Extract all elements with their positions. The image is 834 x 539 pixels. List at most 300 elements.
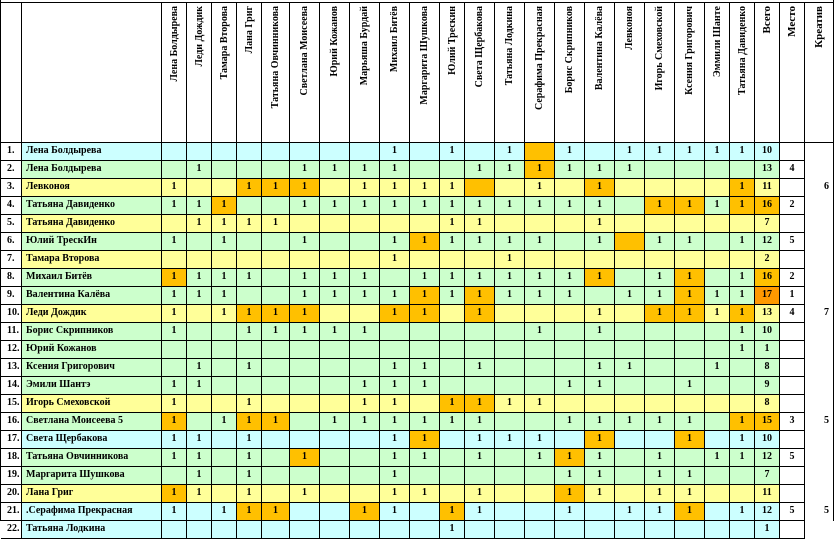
column-header: [555, 3, 585, 143]
row-index: 18.: [1, 449, 22, 467]
vote-cell: [730, 359, 755, 377]
vote-cell: [320, 395, 350, 413]
vote-cell: 1: [380, 305, 410, 323]
vote-cell: 1: [440, 215, 465, 233]
row-name: Лана Григ: [22, 485, 162, 503]
vote-cell: 1: [675, 413, 705, 431]
vote-cell: [290, 143, 320, 161]
vote-cell: [555, 215, 585, 233]
vote-cell: [290, 215, 320, 233]
vote-cell: [350, 485, 380, 503]
column-header: [440, 3, 465, 143]
vote-cell: [410, 323, 440, 341]
place-cell: 5: [780, 233, 805, 251]
vote-cell: 1: [730, 269, 755, 287]
vote-cell: [262, 233, 290, 251]
vote-cell: 1: [440, 395, 465, 413]
place-cell: 2: [780, 269, 805, 287]
vote-cell: [212, 377, 237, 395]
place-cell: [780, 323, 805, 341]
vote-cell: 1: [525, 233, 555, 251]
total-cell: 8: [755, 359, 780, 377]
vote-cell: [262, 143, 290, 161]
total-cell: 10: [755, 143, 780, 161]
column-header-label: Татьяна Давиденко: [736, 6, 748, 95]
vote-cell: [585, 341, 615, 359]
creative-cell: 5: [805, 503, 834, 521]
vote-cell: 1: [675, 377, 705, 395]
vote-cell: 1: [465, 503, 495, 521]
vote-cell: 1: [525, 197, 555, 215]
vote-cell: [555, 341, 585, 359]
vote-cell: [212, 431, 237, 449]
vote-cell: 1: [237, 449, 262, 467]
vote-cell: 1: [615, 413, 645, 431]
place-cell: 5: [780, 503, 805, 521]
vote-cell: 1: [440, 143, 465, 161]
vote-cell: [320, 341, 350, 359]
row-index: 9.: [1, 287, 22, 305]
vote-cell: 1: [187, 161, 212, 179]
column-header: [380, 3, 410, 143]
vote-cell: [440, 377, 465, 395]
vote-cell: 1: [615, 143, 645, 161]
column-header: [615, 3, 645, 143]
vote-cell: [187, 503, 212, 521]
vote-cell: 1: [380, 197, 410, 215]
total-cell: 10: [755, 431, 780, 449]
vote-cell: [440, 161, 465, 179]
vote-cell: 1: [645, 287, 675, 305]
vote-cell: 1: [237, 467, 262, 485]
vote-cell: [705, 467, 730, 485]
vote-cell: [730, 395, 755, 413]
total-cell: 12: [755, 449, 780, 467]
vote-cell: 1: [187, 197, 212, 215]
vote-cell: [350, 431, 380, 449]
vote-cell: [705, 341, 730, 359]
vote-cell: [675, 215, 705, 233]
column-header-creative: [805, 3, 834, 143]
vote-cell: 1: [162, 197, 187, 215]
vote-cell: 1: [237, 431, 262, 449]
row-name: Эмили Шантэ: [22, 377, 162, 395]
vote-cell: [645, 323, 675, 341]
total-cell: 12: [755, 233, 780, 251]
vote-cell: 1: [320, 323, 350, 341]
vote-cell: [555, 305, 585, 323]
vote-cell: [615, 233, 645, 251]
vote-cell: 1: [350, 287, 380, 305]
total-cell: 1: [755, 341, 780, 359]
vote-cell: [615, 179, 645, 197]
vote-cell: 1: [675, 485, 705, 503]
vote-cell: [350, 233, 380, 251]
vote-cell: [237, 197, 262, 215]
vote-cell: 1: [730, 341, 755, 359]
column-header: [162, 3, 187, 143]
vote-cell: 1: [645, 467, 675, 485]
place-cell: [780, 521, 805, 539]
vote-cell: 1: [262, 503, 290, 521]
vote-cell: [675, 161, 705, 179]
total-cell: 8: [755, 395, 780, 413]
column-header: [212, 3, 237, 143]
vote-cell: 1: [237, 269, 262, 287]
vote-cell: [705, 521, 730, 539]
vote-cell: [645, 215, 675, 233]
place-cell: [780, 341, 805, 359]
place-cell: [780, 359, 805, 377]
vote-cell: [525, 305, 555, 323]
vote-cell: 1: [465, 233, 495, 251]
vote-cell: [705, 233, 730, 251]
vote-cell: [555, 431, 585, 449]
vote-cell: [675, 449, 705, 467]
vote-cell: [162, 143, 187, 161]
vote-cell: 1: [585, 431, 615, 449]
vote-cell: [162, 161, 187, 179]
vote-cell: [212, 323, 237, 341]
vote-cell: [705, 161, 730, 179]
row-index: 8.: [1, 269, 22, 287]
vote-cell: [320, 179, 350, 197]
vote-cell: 1: [237, 395, 262, 413]
row-index: 15.: [1, 395, 22, 413]
creative-cell: [805, 395, 834, 413]
vote-cell: [730, 521, 755, 539]
vote-cell: 1: [290, 179, 320, 197]
column-header-place: [780, 3, 805, 143]
vote-cell: [615, 269, 645, 287]
vote-cell: 1: [237, 215, 262, 233]
vote-cell: 1: [555, 449, 585, 467]
vote-cell: 1: [237, 305, 262, 323]
vote-cell: 1: [380, 179, 410, 197]
column-header-label: Эммили Шанте: [711, 6, 723, 78]
vote-cell: [350, 215, 380, 233]
column-header-label: Лана Григ: [243, 6, 255, 54]
row-index: 14.: [1, 377, 22, 395]
row-name: Татьяна Давиденко: [22, 215, 162, 233]
vote-cell: 1: [187, 269, 212, 287]
vote-cell: 1: [410, 359, 440, 377]
vote-cell: 1: [705, 449, 730, 467]
vote-cell: 1: [705, 197, 730, 215]
vote-cell: [237, 521, 262, 539]
vote-cell: 1: [212, 413, 237, 431]
vote-cell: 1: [187, 359, 212, 377]
vote-cell: 1: [410, 431, 440, 449]
vote-cell: [212, 161, 237, 179]
vote-cell: [410, 395, 440, 413]
vote-cell: [675, 521, 705, 539]
vote-cell: [675, 179, 705, 197]
row-index: 1.: [1, 143, 22, 161]
vote-cell: [525, 251, 555, 269]
vote-cell: [675, 341, 705, 359]
vote-cell: 1: [555, 503, 585, 521]
vote-cell: 1: [162, 395, 187, 413]
vote-cell: [645, 161, 675, 179]
vote-cell: [410, 143, 440, 161]
vote-cell: 1: [350, 269, 380, 287]
vote-cell: 1: [187, 431, 212, 449]
creative-cell: [805, 197, 834, 215]
vote-cell: 1: [187, 377, 212, 395]
vote-cell: [262, 449, 290, 467]
vote-cell: [495, 359, 525, 377]
vote-cell: 1: [290, 323, 320, 341]
vote-cell: [495, 449, 525, 467]
vote-cell: [162, 359, 187, 377]
row-name: Тамара Второва: [22, 251, 162, 269]
vote-cell: [555, 359, 585, 377]
vote-cell: 1: [440, 269, 465, 287]
vote-cell: 1: [187, 215, 212, 233]
total-cell: 12: [755, 503, 780, 521]
vote-cell: [465, 341, 495, 359]
vote-cell: 1: [645, 485, 675, 503]
vote-cell: 1: [162, 233, 187, 251]
vote-cell: 1: [465, 431, 495, 449]
vote-cell: [615, 485, 645, 503]
vote-cell: [525, 215, 555, 233]
vote-cell: [675, 251, 705, 269]
vote-cell: [495, 179, 525, 197]
vote-cell: 1: [675, 143, 705, 161]
vote-cell: [705, 377, 730, 395]
column-header-label: Михаил Битёв: [389, 6, 400, 73]
vote-cell: [237, 233, 262, 251]
vote-cell: 1: [187, 467, 212, 485]
vote-cell: 1: [162, 305, 187, 323]
vote-cell: 1: [730, 431, 755, 449]
row-name: Татьяна Лодкина: [22, 521, 162, 539]
vote-cell: 1: [410, 449, 440, 467]
place-cell: 4: [780, 161, 805, 179]
row-index: 21.: [1, 503, 22, 521]
column-header-total: [755, 3, 780, 143]
column-header: [465, 3, 495, 143]
column-header-label: Левконоя: [624, 6, 635, 50]
row-index: 2.: [1, 161, 22, 179]
vote-cell: [465, 467, 495, 485]
vote-cell: [187, 251, 212, 269]
vote-cell: 1: [705, 359, 730, 377]
vote-cell: [212, 341, 237, 359]
vote-cell: 1: [290, 485, 320, 503]
vote-cell: 1: [380, 449, 410, 467]
vote-cell: 1: [162, 287, 187, 305]
vote-cell: 1: [187, 485, 212, 503]
vote-cell: 1: [410, 233, 440, 251]
row-index: 6.: [1, 233, 22, 251]
vote-cell: [585, 287, 615, 305]
vote-cell: 1: [380, 287, 410, 305]
vote-cell: 1: [380, 485, 410, 503]
vote-cell: [237, 341, 262, 359]
vote-cell: [262, 341, 290, 359]
column-header: [320, 3, 350, 143]
vote-cell: 1: [320, 161, 350, 179]
vote-cell: 1: [585, 233, 615, 251]
vote-cell: 1: [525, 269, 555, 287]
vote-cell: [187, 143, 212, 161]
vote-cell: [615, 521, 645, 539]
row-index: 20.: [1, 485, 22, 503]
vote-cell: [237, 377, 262, 395]
vote-cell: [212, 485, 237, 503]
vote-cell: 1: [730, 287, 755, 305]
row-index: 12.: [1, 341, 22, 359]
row-name: Татьяна Овчинникова: [22, 449, 162, 467]
vote-cell: [495, 323, 525, 341]
row-index: 5.: [1, 215, 22, 233]
vote-cell: 1: [162, 413, 187, 431]
vote-cell: 1: [555, 269, 585, 287]
row-name: Михаил Битёв: [22, 269, 162, 287]
vote-cell: 1: [380, 431, 410, 449]
place-cell: 4: [780, 305, 805, 323]
vote-cell: 1: [730, 305, 755, 323]
vote-cell: 1: [555, 197, 585, 215]
vote-cell: 1: [350, 197, 380, 215]
place-cell: [780, 485, 805, 503]
vote-cell: 1: [262, 179, 290, 197]
creative-cell: [805, 233, 834, 251]
vote-cell: [495, 305, 525, 323]
vote-cell: 1: [162, 179, 187, 197]
vote-cell: 1: [320, 269, 350, 287]
vote-cell: [212, 449, 237, 467]
vote-cell: [495, 413, 525, 431]
vote-cell: [380, 521, 410, 539]
vote-cell: 1: [350, 179, 380, 197]
vote-cell: 1: [162, 503, 187, 521]
column-header-label: Татьяна Овчинникова: [270, 6, 281, 109]
column-header-label: Юлий Трескин: [446, 6, 458, 75]
vote-cell: [525, 467, 555, 485]
vote-cell: [465, 251, 495, 269]
vote-cell: 1: [162, 323, 187, 341]
row-name: Борис Скрипников: [22, 323, 162, 341]
vote-cell: [410, 503, 440, 521]
vote-cell: [410, 251, 440, 269]
vote-cell: 1: [187, 449, 212, 467]
vote-cell: 1: [585, 161, 615, 179]
vote-cell: [730, 251, 755, 269]
vote-cell: [237, 143, 262, 161]
creative-cell: [805, 143, 834, 161]
vote-cell: 1: [645, 503, 675, 521]
vote-cell: [675, 359, 705, 377]
vote-cell: [290, 251, 320, 269]
vote-cell: 1: [290, 233, 320, 251]
row-name: Маргарита Шушкова: [22, 467, 162, 485]
vote-cell: 1: [555, 485, 585, 503]
vote-cell: [380, 215, 410, 233]
vote-cell: [495, 467, 525, 485]
header-name-blank: [22, 3, 162, 143]
vote-cell: 1: [410, 485, 440, 503]
vote-cell: [350, 341, 380, 359]
vote-cell: 1: [380, 395, 410, 413]
column-header: [645, 3, 675, 143]
vote-cell: [465, 377, 495, 395]
vote-cell: [162, 467, 187, 485]
column-header: [495, 3, 525, 143]
creative-cell: [805, 161, 834, 179]
vote-cell: [187, 323, 212, 341]
vote-cell: 1: [705, 143, 730, 161]
column-header: [262, 3, 290, 143]
vote-cell: 1: [237, 179, 262, 197]
vote-cell: [730, 215, 755, 233]
vote-cell: [495, 503, 525, 521]
vote-cell: 1: [675, 467, 705, 485]
vote-cell: 1: [290, 161, 320, 179]
vote-cell: [212, 395, 237, 413]
vote-cell: [262, 395, 290, 413]
vote-cell: [615, 323, 645, 341]
vote-cell: 1: [585, 467, 615, 485]
vote-cell: [320, 215, 350, 233]
vote-cell: 1: [705, 287, 730, 305]
vote-cell: [730, 485, 755, 503]
vote-cell: 1: [525, 323, 555, 341]
vote-cell: 1: [495, 431, 525, 449]
vote-cell: [237, 287, 262, 305]
vote-cell: 1: [675, 233, 705, 251]
column-header-label: Валентина Калёва: [594, 6, 605, 91]
vote-cell: [615, 215, 645, 233]
row-index: 16.: [1, 413, 22, 431]
vote-cell: 1: [645, 305, 675, 323]
vote-cell: 1: [615, 161, 645, 179]
vote-cell: [187, 179, 212, 197]
vote-cell: [465, 323, 495, 341]
column-header-label: Креатив: [813, 6, 825, 48]
vote-cell: 1: [262, 305, 290, 323]
row-name: Леди Дождик: [22, 305, 162, 323]
vote-cell: [645, 431, 675, 449]
vote-cell: 1: [187, 287, 212, 305]
vote-cell: [350, 143, 380, 161]
vote-cell: [525, 485, 555, 503]
vote-cell: [212, 467, 237, 485]
vote-cell: 1: [410, 305, 440, 323]
vote-cell: [162, 341, 187, 359]
total-cell: 7: [755, 215, 780, 233]
vote-cell: [320, 449, 350, 467]
vote-cell: [350, 467, 380, 485]
vote-cell: 1: [495, 233, 525, 251]
vote-cell: 1: [162, 269, 187, 287]
vote-cell: [290, 341, 320, 359]
vote-cell: [525, 143, 555, 161]
column-header-label: Маргарита Шушкова: [419, 6, 430, 105]
row-index: 17.: [1, 431, 22, 449]
vote-cell: 1: [465, 359, 495, 377]
vote-cell: 1: [525, 287, 555, 305]
row-name: Юлий ТрескИн: [22, 233, 162, 251]
vote-cell: [262, 161, 290, 179]
vote-cell: [262, 359, 290, 377]
creative-cell: [805, 251, 834, 269]
vote-cell: [187, 521, 212, 539]
vote-cell: 1: [465, 449, 495, 467]
